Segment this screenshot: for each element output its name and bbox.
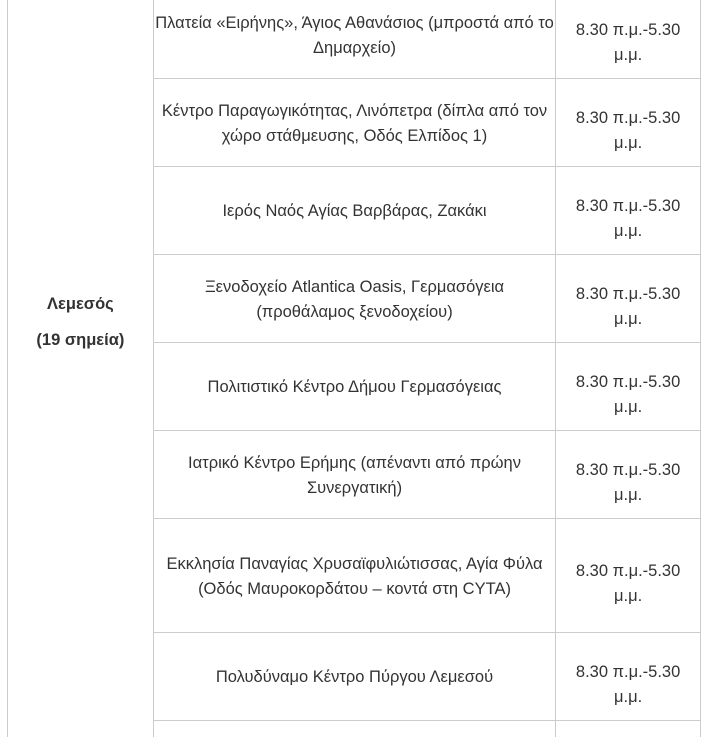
hours-cell: 8.30 π.μ.-5.30 μ.μ.: [556, 255, 701, 343]
city-point-count: (19 σημεία): [36, 330, 125, 349]
location-cell: [153, 721, 555, 737]
location-cell: Ξενοδοχείο Atlantica Oasis, Γερμασόγεια (προθάλαμος ξενοδοχείου): [153, 255, 555, 343]
city-name: Λεμεσός: [47, 294, 114, 313]
hours-cell: [556, 721, 701, 737]
hours-cell: 8.30 π.μ.-5.30 μ.μ.: [556, 79, 701, 167]
location-cell: Ιατρικό Κέντρο Ερήμης (απέναντι από πρώην Συνεργατική): [153, 431, 555, 519]
hours-cell: 8.30 π.μ.-5.30 μ.μ.: [556, 431, 701, 519]
hours-cell: 8.30 π.μ.-5.30 μ.μ.: [556, 167, 701, 255]
location-cell: Κέντρο Παραγωγικότητας, Λινόπετρα (δίπλα από τον χώρο στάθμευσης, Οδός Ελπίδος 1): [153, 79, 555, 167]
location-cell: Πλατεία «Ειρήνης», Άγιος Αθανάσιος (μπροστά από το Δημαρχείο): [153, 0, 555, 79]
location-cell: Πολιτιστικό Κέντρο Δήμου Γερμασόγειας: [153, 343, 555, 431]
hours-cell: 8.30 π.μ.-5.30 μ.μ.: [556, 0, 701, 79]
location-cell: Ιερός Ναός Αγίας Βαρβάρας, Ζακάκι: [153, 167, 555, 255]
hours-cell: 8.30 π.μ.-5.30 μ.μ.: [556, 343, 701, 431]
hours-cell: 8.30 π.μ.-5.30 μ.μ.: [556, 633, 701, 721]
hours-cell: 8.30 π.μ.-5.30 μ.μ.: [556, 519, 701, 633]
location-cell: Πολυδύναμο Κέντρο Πύργου Λεμεσού: [153, 633, 555, 721]
location-cell: Εκκλησία Παναγίας Χρυσαϊφυλιώτισσας, Αγία Φύλα (Οδός Μαυροκορδάτου – κοντά στη CYTA): [153, 519, 555, 633]
vaccination-points-table: [7, 0, 701, 737]
city-cell: [8, 0, 154, 737]
table-row: [8, 0, 701, 79]
